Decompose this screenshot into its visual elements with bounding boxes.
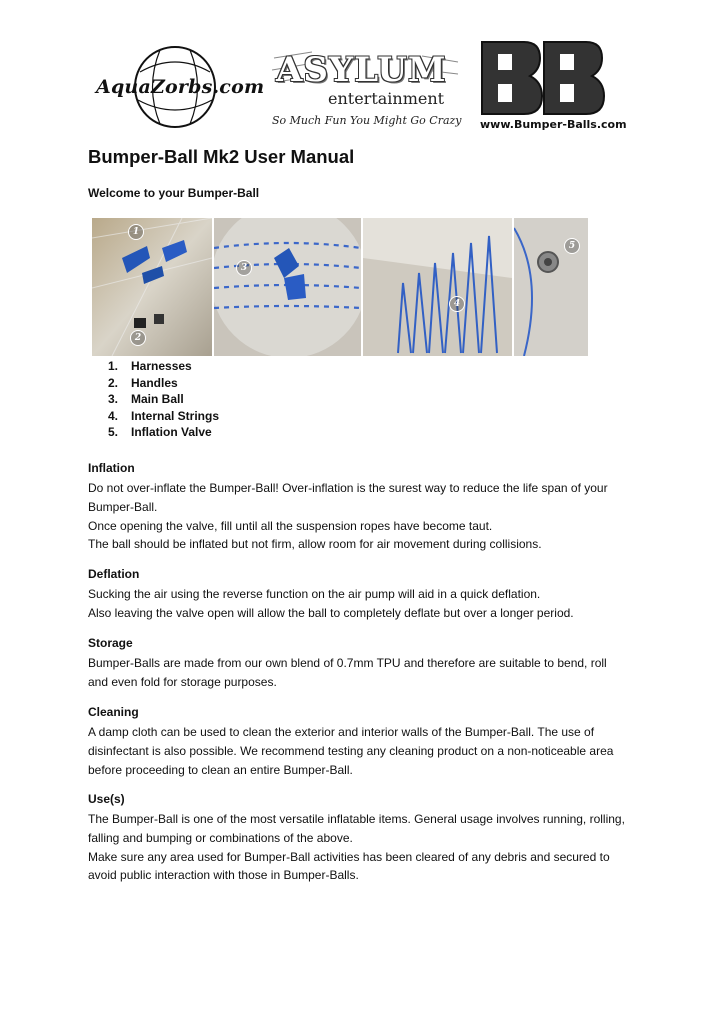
section-line: and even fold for storage purposes.: [88, 674, 277, 689]
list-item: 5. Inflation Valve: [108, 425, 212, 439]
section-line: disinfectant is also possible. We recommend testing any cleaning product on a non-noticeable area: [88, 743, 614, 758]
section-line: Bumper-Ball.: [88, 499, 158, 514]
list-item: 4. Internal Strings: [108, 408, 220, 423]
section-deflation: [88, 566, 648, 623]
section-line: Sucking the air using the reverse function on the air pump will aid in a quick deflation.: [88, 587, 541, 601]
section-line: falling and bumping or combinations of the above.: [88, 830, 353, 845]
section-heading: Cleaning: [88, 705, 139, 719]
asylum-logo-tagline: So Much Fun You Might Go Crazy: [272, 114, 462, 127]
section-inflation: [88, 460, 648, 554]
aquazorbs-logo: [90, 42, 265, 132]
section-heading: Use(s): [88, 792, 125, 806]
list-item: 1. Harnesses: [108, 359, 192, 373]
photo-inflation-valve: [514, 218, 588, 356]
section-line: Once opening the valve, fill until all the suspension ropes have become taut.: [88, 518, 493, 533]
list-item: 3. Main Ball: [108, 392, 184, 406]
bb-mark-icon: [478, 40, 608, 116]
product-photos: [92, 218, 588, 356]
photo-main-ball: [214, 218, 361, 356]
photo-harnesses-handles: [92, 218, 212, 356]
asylum-logo: [272, 48, 460, 134]
asylum-logo-main: ASYLUM: [276, 50, 447, 90]
section-line: Do not over-inflate the Bumper-Ball! Over-inflation is the surest way to reduce the life span of your: [88, 481, 608, 495]
section-line: Also leaving the valve open will allow the ball to completely deflate but over a longer period.: [88, 605, 574, 620]
asylum-logo-sub: entertainment: [328, 89, 445, 108]
welcome-heading: Welcome to your Bumper-Ball: [88, 186, 260, 200]
callout-3: 3: [236, 260, 252, 276]
list-item: 2. Handles: [108, 375, 178, 390]
parts-list: [108, 358, 219, 441]
section-heading: Storage: [88, 636, 133, 650]
callout-1: 1: [128, 224, 144, 240]
section-line: A damp cloth can be used to clean the exterior and interior walls of the Bumper-Ball. The use of: [88, 725, 595, 739]
section-line: The ball should be inflated but not firm, allow room for air movement during collisions.: [88, 537, 542, 552]
section-heading: Inflation: [88, 461, 135, 475]
section-line: avoid public interaction with those in Bumper-Balls.: [88, 868, 359, 883]
section-line: Bumper-Balls are made from our own blend of 0.7mm TPU and therefore are suitable to bend, roll: [88, 656, 607, 670]
section-line: before proceeding to clean an entire Bumper-Ball.: [88, 762, 353, 777]
callout-4: 4: [449, 296, 465, 312]
callout-2: 2: [130, 330, 146, 346]
section-line: Make sure any area used for Bumper-Ball activities has been cleared of any debris and secured to: [88, 849, 610, 864]
aquazorbs-logo-text: AquaZorbs.com: [96, 76, 265, 98]
section-cleaning: [88, 704, 648, 779]
logo-header: [90, 40, 630, 135]
bumper-balls-logo-url: www.Bumper-Balls.com: [480, 118, 627, 131]
section-storage: [88, 635, 648, 692]
photo-internal-strings: [363, 218, 512, 356]
section-heading: Deflation: [88, 567, 140, 581]
callout-5: 5: [564, 238, 580, 254]
bumper-balls-logo: [478, 40, 628, 135]
section-uses: [88, 791, 648, 885]
page-title: Bumper-Ball Mk2 User Manual: [88, 146, 355, 167]
section-line: The Bumper-Ball is one of the most versatile inflatable items. General usage involves running, rolling,: [88, 812, 625, 826]
